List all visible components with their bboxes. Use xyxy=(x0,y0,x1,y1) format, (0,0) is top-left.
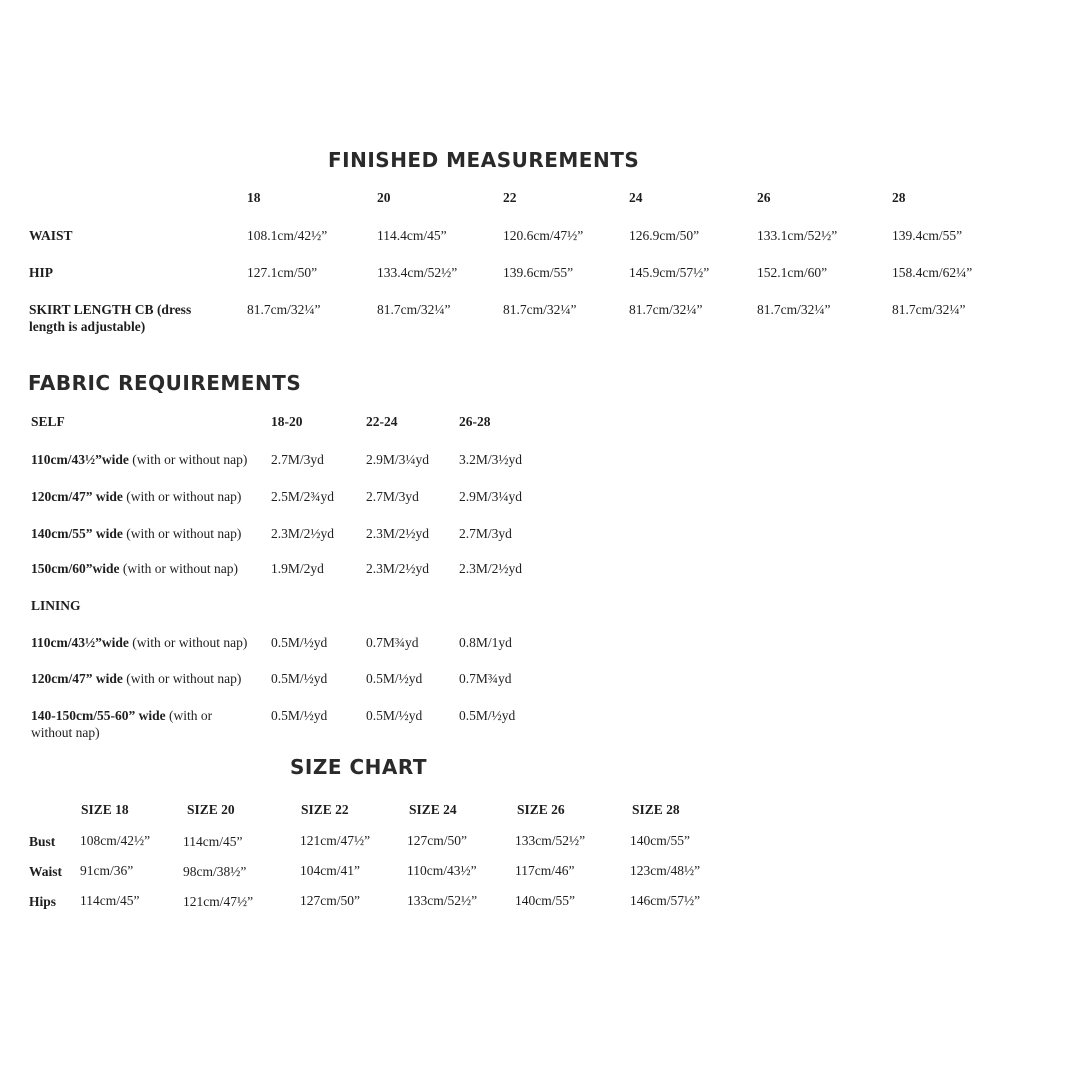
fr-cell: 2.5M/2¾yd xyxy=(271,489,335,504)
fabric-width: 140cm/55” wide xyxy=(31,526,123,541)
sc-cell: 108cm/42½” xyxy=(80,833,151,848)
sc-cell: 123cm/48½” xyxy=(630,863,701,878)
fm-row-label-waist: WAIST xyxy=(29,228,73,243)
fr-size-group-header: 18-20 xyxy=(271,414,303,429)
fm-cell: 127.1cm/50” xyxy=(247,265,318,280)
fr-cell: 0.5M/½yd xyxy=(459,708,516,723)
fm-cell: 152.1cm/60” xyxy=(757,265,828,280)
fr-self-label: SELF xyxy=(31,414,65,429)
fr-cell: 2.9M/3¼yd xyxy=(366,452,430,467)
nap-note: (with or without nap) xyxy=(119,561,238,576)
fr-cell: 0.5M/½yd xyxy=(271,671,328,686)
nap-note: (with or without nap) xyxy=(128,452,248,467)
fr-cell: 0.8M/1yd xyxy=(459,635,512,650)
sc-row-label-waist: Waist xyxy=(29,864,63,879)
finished-measurements-title: FINISHED MEASUREMENTS xyxy=(328,148,640,172)
fabric-width: 150cm/60”wide xyxy=(31,561,120,576)
sc-row-label-hips: Hips xyxy=(29,894,57,909)
fr-lining-label: LINING xyxy=(31,598,81,613)
fm-cell: 126.9cm/50” xyxy=(629,228,700,243)
fm-cell: 133.1cm/52½” xyxy=(757,228,838,243)
fm-cell: 145.9cm/57½” xyxy=(629,265,710,280)
fr-cell: 3.2M/3½yd xyxy=(459,452,523,467)
sc-cell: 127cm/50” xyxy=(407,833,467,848)
fr-cell: 2.3M/2½yd xyxy=(366,561,430,576)
fr-cell: 2.3M/2½yd xyxy=(366,526,430,541)
fabric-width: 140-150cm/55-60” wide xyxy=(31,708,166,723)
fm-row-label-skirt-length: SKIRT LENGTH CB (dress length is adjustable) xyxy=(29,302,192,334)
fm-cell: 81.7cm/32¼” xyxy=(503,302,577,317)
sc-cell: 121cm/47½” xyxy=(300,833,371,848)
fabric-width: 120cm/47” wide xyxy=(31,671,123,686)
fm-cell: 81.7cm/32¼” xyxy=(757,302,831,317)
fr-self-row-label xyxy=(31,451,247,468)
fm-cell: 81.7cm/32¼” xyxy=(377,302,451,317)
fr-lining-row-label xyxy=(31,707,236,741)
nap-note: (with or without nap) xyxy=(31,708,213,740)
fr-cell: 2.7M/3yd xyxy=(271,452,324,467)
sc-row-label-bust: Bust xyxy=(29,834,56,849)
fr-lining-row-label xyxy=(31,634,247,651)
sc-cell: 133cm/52½” xyxy=(407,893,478,908)
fr-cell: 0.7M¾yd xyxy=(459,671,512,686)
fr-cell: 0.5M/½yd xyxy=(271,708,328,723)
fm-size-header: 28 xyxy=(892,190,906,205)
sc-size-header: SIZE 28 xyxy=(632,802,680,817)
fr-cell: 2.7M/3yd xyxy=(459,526,512,541)
fr-cell: 1.9M/2yd xyxy=(271,561,324,576)
fr-cell: 2.9M/3¼yd xyxy=(459,489,523,504)
fr-size-group-header: 26-28 xyxy=(459,414,491,429)
nap-note: (with or without nap) xyxy=(122,526,242,541)
fabric-width: 120cm/47” wide xyxy=(31,489,123,504)
fm-size-header: 24 xyxy=(629,190,643,205)
size-chart-title: SIZE CHART xyxy=(290,755,428,779)
fr-cell: 2.3M/2½yd xyxy=(459,561,523,576)
fr-self-row-label xyxy=(31,525,241,542)
fm-size-header: 18 xyxy=(247,190,261,205)
fm-cell: 81.7cm/32¼” xyxy=(892,302,966,317)
fr-lining-row-label xyxy=(31,670,241,687)
fabric-width: 110cm/43½”wide xyxy=(31,635,129,650)
sc-size-header: SIZE 22 xyxy=(301,802,349,817)
nap-note: (with or without nap) xyxy=(122,489,242,504)
fr-self-row-label xyxy=(31,488,241,505)
sc-cell: 110cm/43½” xyxy=(407,863,477,878)
fabric-width: 110cm/43½”wide xyxy=(31,452,129,467)
sc-cell: 91cm/36” xyxy=(80,863,134,878)
fm-cell: 139.4cm/55” xyxy=(892,228,963,243)
fm-cell: 114.4cm/45” xyxy=(377,228,447,243)
fr-cell: 0.5M/½yd xyxy=(366,708,423,723)
sc-cell: 114cm/45” xyxy=(80,893,140,908)
fr-cell: 2.3M/2½yd xyxy=(271,526,335,541)
fm-cell: 81.7cm/32¼” xyxy=(629,302,703,317)
sc-cell: 140cm/55” xyxy=(515,893,575,908)
fr-cell: 0.5M/½yd xyxy=(271,635,328,650)
nap-note: (with or without nap) xyxy=(128,635,248,650)
fr-cell: 0.5M/½yd xyxy=(366,671,423,686)
sc-cell: 121cm/47½” xyxy=(183,894,254,909)
fm-cell: 133.4cm/52½” xyxy=(377,265,458,280)
fabric-requirements-title: FABRIC REQUIREMENTS xyxy=(28,371,302,395)
sc-cell: 104cm/41” xyxy=(300,863,360,878)
fm-cell: 158.4cm/62¼” xyxy=(892,265,973,280)
sc-cell: 146cm/57½” xyxy=(630,893,701,908)
fm-cell: 120.6cm/47½” xyxy=(503,228,584,243)
fm-size-header: 20 xyxy=(377,190,391,205)
sc-size-header: SIZE 24 xyxy=(409,802,457,817)
sc-size-header: SIZE 26 xyxy=(517,802,565,817)
fm-row-label-hip: HIP xyxy=(29,265,54,280)
fr-cell: 2.7M/3yd xyxy=(366,489,419,504)
sc-size-header: SIZE 20 xyxy=(187,802,235,817)
sc-cell: 117cm/46” xyxy=(515,863,575,878)
sc-cell: 127cm/50” xyxy=(300,893,360,908)
sc-size-header: SIZE 18 xyxy=(81,802,129,817)
fr-self-row-label xyxy=(31,560,238,577)
sc-cell: 133cm/52½” xyxy=(515,833,586,848)
fm-cell: 81.7cm/32¼” xyxy=(247,302,321,317)
fr-size-group-header: 22-24 xyxy=(366,414,398,429)
sc-cell: 98cm/38½” xyxy=(183,864,247,879)
fm-cell: 108.1cm/42½” xyxy=(247,228,328,243)
fm-cell: 139.6cm/55” xyxy=(503,265,574,280)
fr-cell: 0.7M¾yd xyxy=(366,635,419,650)
fm-size-header: 22 xyxy=(503,190,517,205)
nap-note: (with or without nap) xyxy=(122,671,242,686)
fm-size-header: 26 xyxy=(757,190,771,205)
sc-cell: 114cm/45” xyxy=(183,834,243,849)
sc-cell: 140cm/55” xyxy=(630,833,690,848)
